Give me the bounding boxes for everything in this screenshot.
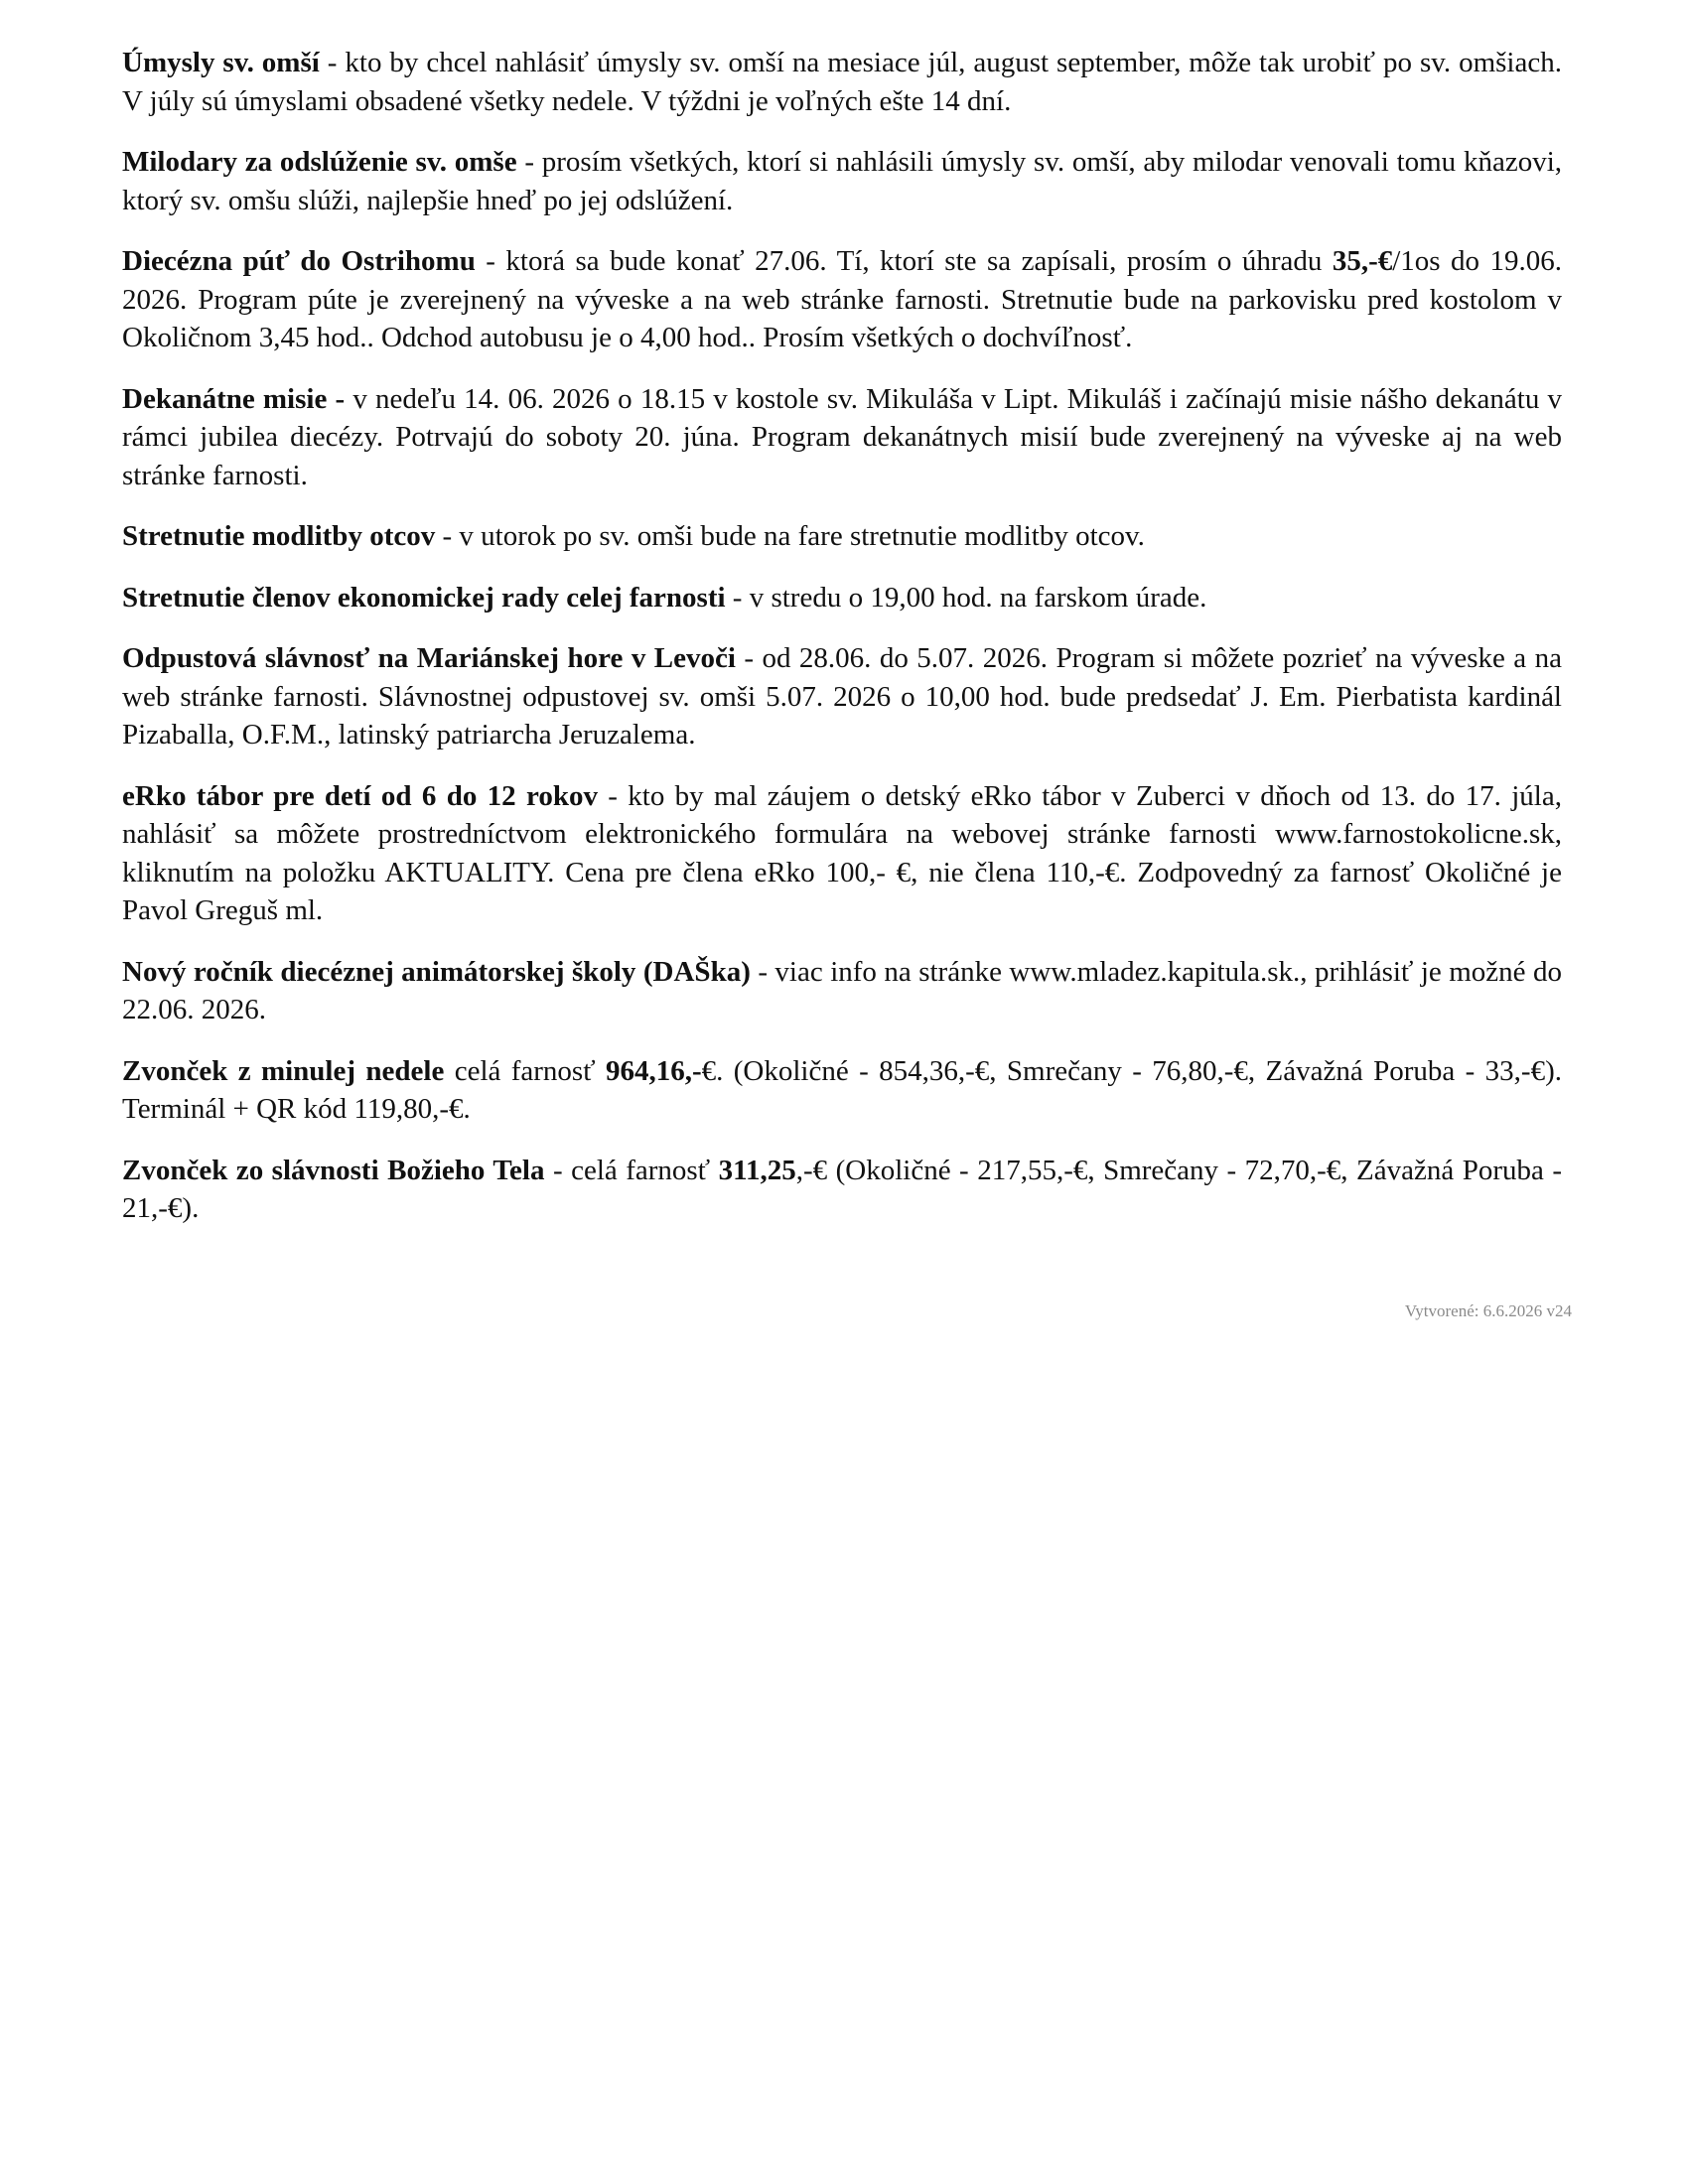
announcement-paragraph [122, 953, 1562, 1029]
announcement-heading: Milodary za odslúženie sv. omše [122, 146, 517, 178]
announcement-heading: Odpustová slávnosť na Mariánskej hore v Levoči [122, 642, 736, 674]
announcement-heading: Zvonček z minulej nedele [122, 1054, 445, 1087]
announcement-text: /1os do 19.06. 2026. Program púte je zverejnený na výveske a na web stránke farnosti. Stretnutie bude na parkovisku pred kostolom v Okoličnom 3,45 hod.. Odchod autobusu je o 4,00 hod.. Prosím všetkých o dochvíľnosť. [122, 245, 1563, 353]
announcement-heading: Diecézna púť do Ostrihomu [122, 245, 476, 277]
announcement-text: - v stredu o 19,00 hod. na farskom úrade. [725, 581, 1207, 614]
announcement-text: v nedeľu 14. 06. 2026 o 18.15 v kostole sv. Mikuláša v Lipt. Mikuláš i začínajú misie nášho dekanátu v rámci jubilea diecézy. Potrvajú do soboty 20. júna. Program dekanátnych misií bude zverejnený na výveske aj na web stránke farnosti. [122, 382, 1562, 491]
announcement-heading: Zvonček zo slávnosti Božieho Tela [122, 1154, 545, 1186]
announcement-heading: Dekanátne misie - [122, 382, 353, 415]
announcement-text: - v utorok po sv. omši bude na fare stretnutie modlitby otcov. [435, 520, 1145, 552]
created-footer: Vytvorené: 6.6.2026 v24 [1404, 1301, 1572, 1320]
announcement-text: - kto by mal záujem o detský eRko tábor v Zuberci v dňoch od 13. do 17. júla, nahlásiť sa môžete prostredníctvom elektronického formulára na webovej stránke farnosti www.farnostokolicne.sk, kliknutím na položku AKTUALITY. Cena pre člena eRko 100,- €, nie člena 110,-€. Zodpovedný za farnosť Okoličné je Pavol Greguš ml. [122, 779, 1562, 926]
announcement-paragraph [122, 639, 1562, 754]
announcement-paragraph [122, 380, 1562, 495]
announcement-heading: Stretnutie modlitby otcov [122, 520, 436, 552]
announcement-text: - od 28.06. do 5.07. 2026. Program si môžete pozrieť na výveske a na web stránke farnosti. Slávnostnej odpustovej sv. omši 5.07. 2026 o 10,00 hod. bude predsedať J. Em. Pierbatista kardinál Pizaballa, O.F.M., latinský patriarcha Jeruzalema. [122, 642, 1562, 751]
announcement-text: ,-€ (Okoličné - 217,55,-€, Smrečany - 72,70,-€, Závažná Poruba - 21,-€). [122, 1154, 1563, 1224]
announcement-paragraph [122, 777, 1562, 930]
announcement-paragraph [122, 44, 1562, 120]
announcement-text: - celá farnosť [544, 1154, 719, 1186]
announcements-page [122, 44, 1562, 1251]
announcement-paragraph [122, 143, 1562, 219]
announcement-heading: Stretnutie členov ekonomickej rady celej farnosti [122, 581, 726, 614]
announcement-paragraph [122, 1052, 1562, 1129]
announcement-heading: Nový ročník diecéznej animátorskej školy (DAŠka) [122, 955, 751, 988]
announcement-paragraph [122, 1152, 1562, 1228]
announcement-text: - prosím všetkých, ktorí si nahlásili úmysly sv. omší, aby milodar venovali tomu kňazovi, ktorý sv. omšu slúži, najlepšie hneď po jej odslúžení. [122, 146, 1563, 216]
announcement-emphasis: 35,-€ [1332, 245, 1393, 277]
announcement-paragraph [122, 579, 1562, 617]
announcement-text: €. (Okoličné - 854,36,-€, Smrečany - 76,80,-€, Závažná Poruba - 33,-€). Terminál + QR kód 119,80,-€. [122, 1054, 1563, 1125]
announcement-text: - viac info na stránke www.mladez.kapitula.sk., prihlásiť je možné do 22.06. 2026. [122, 955, 1562, 1025]
announcement-paragraph [122, 517, 1562, 556]
announcement-emphasis: 964,16,- [605, 1054, 702, 1087]
announcement-text: - ktorá sa bude konať 27.06. Tí, ktorí ste sa zapísali, prosím o úhradu [475, 245, 1333, 277]
announcement-emphasis: 311,25 [718, 1154, 796, 1186]
announcement-heading: Úmysly sv. omší [122, 47, 320, 78]
announcement-text: celá farnosť [444, 1054, 606, 1087]
announcement-text: - kto by chcel nahlásiť úmysly sv. omší na mesiace júl, august september, môže tak urobiť po sv. omšiach. V júly sú úmyslami obsadené všetky nedele. V týždni je voľných ešte 14 dní. [122, 47, 1562, 117]
announcement-paragraph [122, 242, 1562, 357]
announcement-heading: eRko tábor pre detí od 6 do 12 rokov [122, 779, 598, 812]
